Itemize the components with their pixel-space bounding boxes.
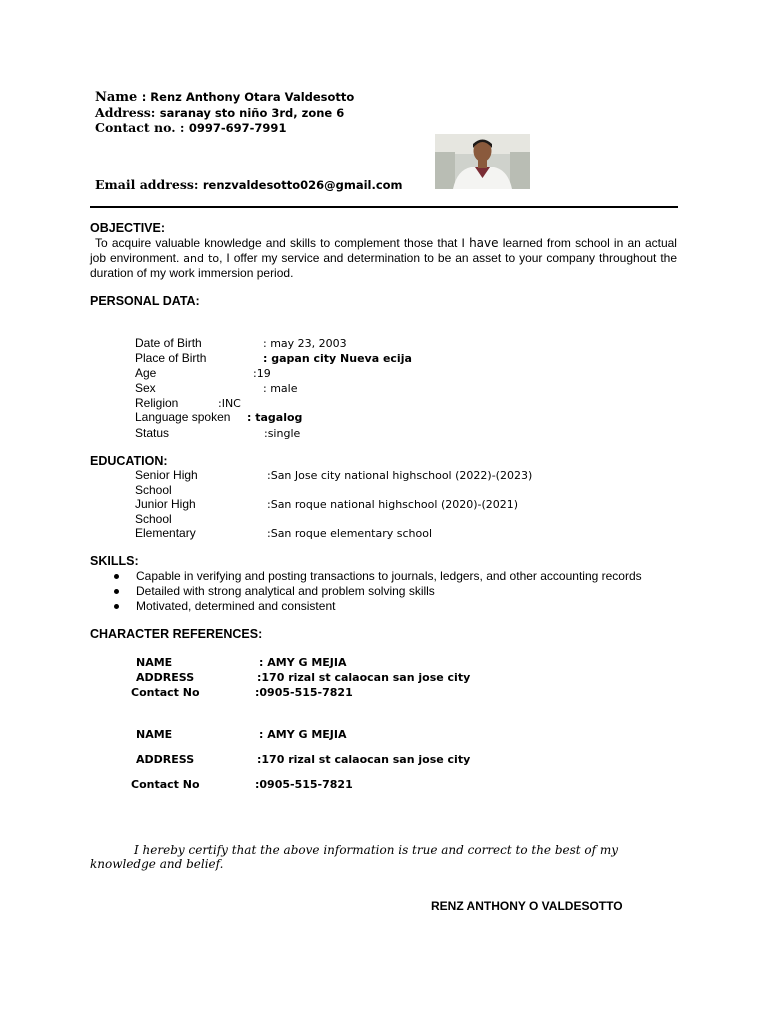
address-line: [95, 105, 344, 120]
skill-text: Motivated, determined and consistent: [136, 599, 336, 613]
bullet-icon: [114, 574, 119, 579]
skill-text: Capable in verifying and posting transactions to journals, ledgers, and other accounting records: [136, 569, 642, 583]
pob-label: Place of Birth: [135, 351, 207, 365]
senior-high-value: :San Jose city national highschool (2022)-(2023): [267, 469, 533, 482]
skill-item: [112, 599, 642, 614]
references-heading: CHARACTER REFERENCES:: [90, 627, 263, 641]
elementary-value: :San roque elementary school: [267, 527, 433, 540]
name-value: : Renz Anthony Otara Valdesotto: [141, 90, 355, 104]
status-value: :single: [264, 427, 301, 440]
name-label: Name: [95, 90, 138, 105]
bullet-icon: [114, 604, 119, 609]
pob-value: : gapan city Nueva ecija: [263, 352, 412, 365]
ref1-contact-value: :0905-515-7821: [255, 686, 353, 699]
ref2-name-label: NAME: [136, 728, 173, 741]
ref1-name-label: NAME: [136, 656, 173, 669]
ref1-address-label: ADDRESS: [136, 671, 195, 684]
skill-item: [112, 569, 642, 584]
objective-text-part1: To acquire valuable knowledge and skills to complement those that I: [95, 236, 465, 250]
objective-text-and-to: and to: [183, 252, 220, 265]
elementary-label: Elementary: [135, 526, 196, 540]
language-value: : tagalog: [247, 411, 303, 424]
objective-heading: OBJECTIVE:: [90, 221, 166, 235]
skills-heading: SKILLS:: [90, 554, 139, 568]
objective-text-part2: learned from school in an actual job environment.: [90, 236, 677, 265]
skills-list: [112, 569, 642, 614]
status-label: Status: [135, 426, 170, 440]
junior-high-value: :San roque national highschool (2020)-(2021): [267, 498, 519, 511]
personal-data-heading: PERSONAL DATA:: [90, 294, 200, 308]
religion-value: :INC: [218, 397, 241, 410]
email-value: renzvaldesotto026@gmail.com: [202, 178, 403, 192]
senior-high-label-2: School: [135, 483, 172, 497]
name-line: [95, 89, 354, 105]
senior-high-label: Senior High: [135, 468, 198, 482]
ref2-address-value: :170 rizal st calaocan san jose city: [257, 753, 471, 766]
bullet-icon: [114, 589, 119, 594]
contact-label: Contact no. :: [95, 120, 185, 135]
contact-line: [95, 120, 286, 135]
ref1-contact-label: Contact No: [131, 686, 200, 699]
signature-name: RENZ ANTHONY O VALDESOTTO: [431, 899, 623, 913]
language-label: Language spoken: [135, 410, 231, 424]
contact-value: 0997-697-7991: [188, 121, 287, 135]
ref2-address-label: ADDRESS: [136, 753, 195, 766]
age-value: :19: [253, 367, 271, 380]
objective-text-have: have: [469, 236, 499, 250]
address-value: saranay sto niño 3rd, zone 6: [159, 106, 345, 120]
dob-label: Date of Birth: [135, 336, 202, 350]
education-heading: EDUCATION:: [90, 454, 168, 468]
ref2-contact-value: :0905-515-7821: [255, 778, 353, 791]
ref1-address-value: :170 rizal st calaocan san jose city: [257, 671, 471, 684]
ref2-contact-label: Contact No: [131, 778, 200, 791]
sex-label: Sex: [135, 381, 156, 395]
objective-text: [90, 236, 677, 281]
age-label: Age: [135, 366, 157, 380]
certification-text: I hereby certify that the above information is true and correct to the best of my knowledge and belief.: [90, 843, 619, 871]
junior-high-label: Junior High: [135, 497, 196, 511]
email-label: Email address:: [95, 177, 199, 192]
skill-text: Detailed with strong analytical and problem solving skills: [136, 584, 435, 598]
dob-value: : may 23, 2003: [263, 337, 347, 350]
junior-high-label-2: School: [135, 512, 172, 526]
objective-text-part3: , I offer my service and determination to be an asset to your company throughout the duration of my work immersion period.: [90, 251, 678, 280]
religion-label: Religion: [135, 396, 179, 410]
ref1-name-value: : AMY G MEJIA: [259, 656, 347, 669]
sex-value: : male: [263, 382, 298, 395]
ref2-name-value: : AMY G MEJIA: [259, 728, 347, 741]
header-divider: [90, 206, 678, 208]
skill-item: [112, 584, 642, 599]
address-label: Address:: [95, 105, 156, 120]
profile-photo: [435, 134, 530, 189]
email-line: [95, 177, 403, 192]
